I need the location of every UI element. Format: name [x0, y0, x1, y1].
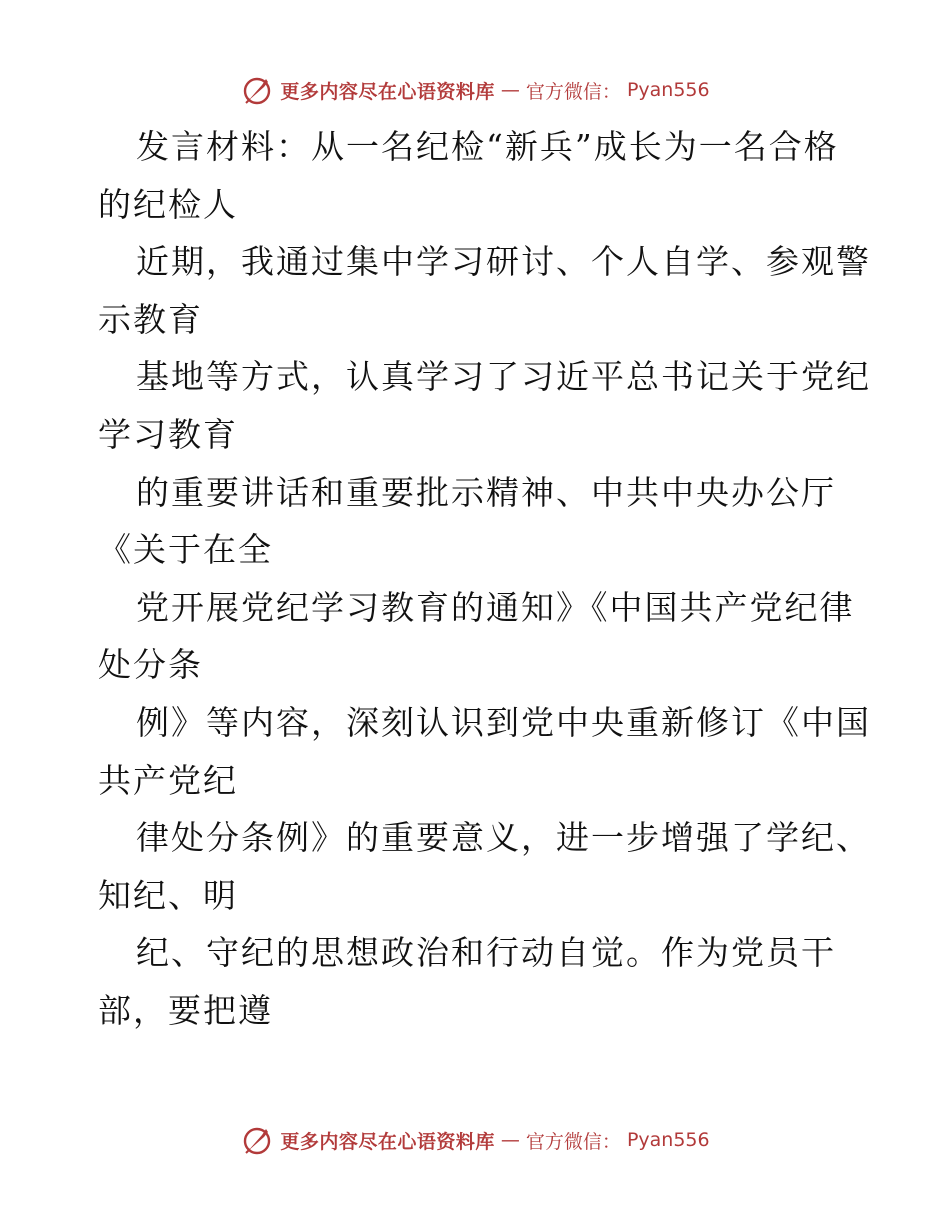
footer-separator: —	[500, 1129, 520, 1151]
footer-brand	[240, 1123, 709, 1157]
header-brand	[240, 73, 709, 107]
header-brand-text: 更多内容尽在心语资料库	[280, 80, 495, 103]
doc-line: 知纪、明	[98, 875, 238, 915]
doc-line: 近期，我通过集中学习研讨、个人自学、参观警	[136, 242, 871, 282]
quill-pen-logo-icon	[240, 1123, 274, 1157]
doc-line: 共产党纪	[98, 760, 238, 800]
doc-line: 基地等方式，认真学习了习近平总书记关于党纪	[136, 357, 871, 397]
quill-pen-logo-icon	[240, 73, 274, 107]
doc-line: 发言材料：从一名纪检“新兵”成长为一名合格	[136, 127, 839, 166]
doc-line: 学习教育	[98, 414, 238, 454]
doc-line: 的纪检人	[98, 184, 238, 224]
doc-line: 示教育	[98, 299, 203, 339]
header-separator: —	[500, 79, 520, 101]
doc-line: 纪、守纪的思想政治和行动自觉。作为党员干	[136, 933, 836, 973]
page-footer	[0, 1120, 950, 1160]
document-body	[98, 118, 871, 1040]
footer-brand-text: 更多内容尽在心语资料库	[280, 1130, 495, 1153]
footer-wechat-label: 官方微信：	[525, 1130, 621, 1153]
page-header	[0, 70, 950, 110]
doc-line: 律处分条例》的重要意义，进一步增强了学纪、	[136, 818, 871, 858]
doc-line: 的重要讲话和重要批示精神、中共中央办公厅	[136, 472, 836, 512]
doc-line: 处分条	[98, 645, 203, 685]
doc-line: 《关于在全	[98, 530, 273, 570]
doc-line: 党开展党纪学习教育的通知》《中国共产党纪律	[136, 587, 855, 627]
header-wechat-label: 官方微信：	[525, 80, 621, 103]
footer-wechat-id: Pyan556	[626, 1129, 710, 1151]
doc-line: 部，要把遵	[98, 990, 273, 1030]
doc-line: 例》等内容，深刻认识到党中央重新修订《中国	[136, 702, 871, 742]
header-wechat-id: Pyan556	[626, 79, 710, 101]
